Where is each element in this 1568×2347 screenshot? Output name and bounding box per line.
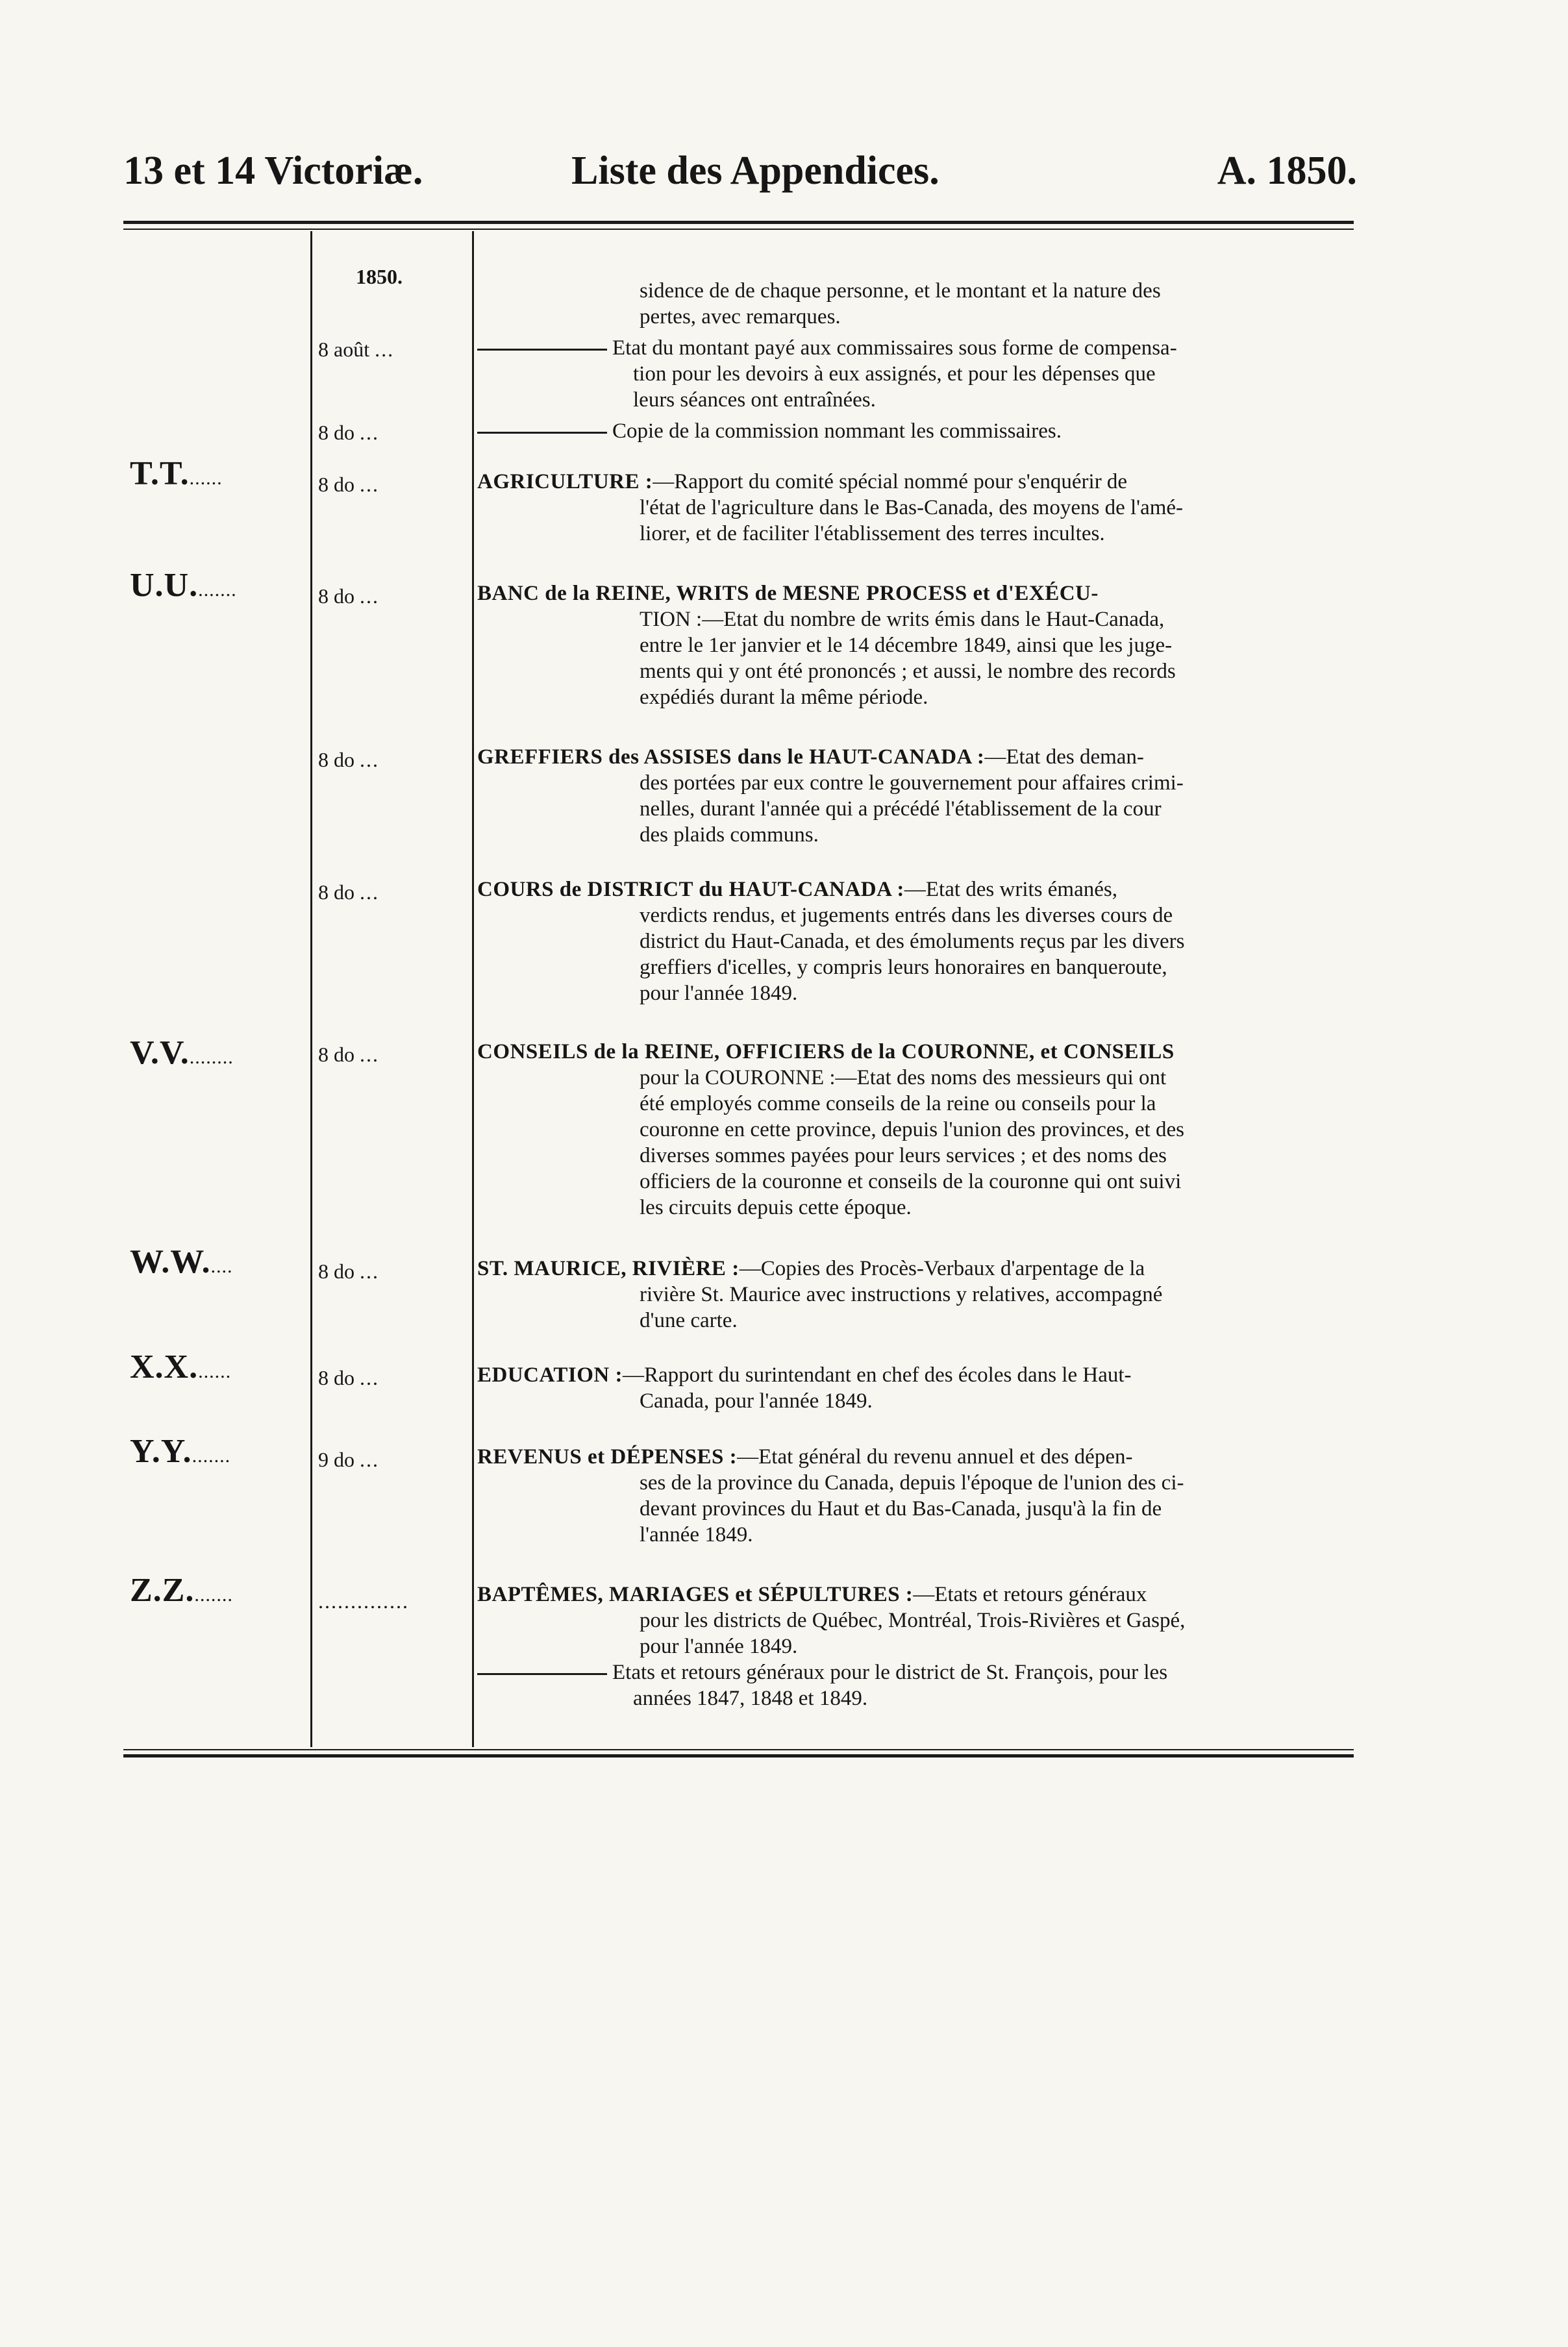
entry-line: pour l'année 1849. [640, 1635, 798, 1658]
entry-title: AGRICULTURE : [477, 470, 653, 493]
entry-title: BAPTÊMES, MARIAGES et SÉPULTURES : [477, 1583, 914, 1606]
entry-line: des portées par eux contre le gouvernement pour affaires crimi- [640, 771, 1184, 795]
entry-text [477, 1256, 1380, 1334]
column-divider-left [310, 231, 312, 1747]
entry-line: des plaids communs. [640, 823, 819, 847]
continuation-line: sidence de de chaque personne, et le montant et la nature des [640, 279, 1161, 303]
appendix-mark: Y.Y........ [130, 1433, 231, 1470]
entry-date: 8 do ... [318, 1043, 379, 1066]
dash-rule [477, 349, 607, 351]
entry-line: greffiers d'icelles, y compris leurs honoraires en banqueroute, [640, 956, 1167, 979]
appendix-mark: W.W..... [130, 1243, 233, 1280]
entry-text [477, 469, 1380, 547]
header-rule-thin [123, 229, 1354, 230]
entry-line: pour les districts de Québec, Montréal, Trois-Rivières et Gaspé, [640, 1609, 1186, 1632]
entry-date: 8 do ... [318, 421, 379, 444]
entry-date: 8 do ... [318, 584, 379, 608]
entry-line: l'année 1849. [640, 1523, 753, 1546]
entry-text [477, 876, 1380, 1006]
entry-line: d'une carte. [640, 1309, 738, 1332]
appendix-mark: Z.Z........ [130, 1572, 233, 1609]
entry-line: diverses sommes payées pour leurs services ; et des noms des [640, 1144, 1167, 1167]
entry-date: 9 do ... [318, 1448, 379, 1471]
entry-line: ses de la province du Canada, depuis l'époque de l'union des ci- [640, 1471, 1184, 1495]
entry-line: —Rapport du surintendant en chef des écoles dans le Haut- [622, 1363, 1132, 1387]
entry-date: 8 août ... [318, 338, 395, 361]
dash-rule [477, 432, 607, 434]
continuation-text [477, 278, 1380, 330]
entry-title: EDUCATION : [477, 1363, 623, 1387]
continuation-line: pertes, avec remarques. [640, 305, 841, 329]
entry-text [477, 580, 1380, 710]
entry-title: CONSEILS de la REINE, OFFICIERS de la COURONNE, et CONSEILS [477, 1040, 1175, 1063]
entry-date: 8 do ... [318, 880, 379, 904]
entry-text [477, 1362, 1380, 1414]
entry-title: GREFFIERS des ASSISES dans le HAUT-CANADA : [477, 745, 985, 769]
entry-title: BANC de la REINE, WRITS de MESNE PROCESS et d'EXÉCU- [477, 582, 1099, 605]
entry-line: Etat du montant payé aux commissaires sous forme de compensa- [612, 336, 1177, 360]
entry-date: 8 do ... [318, 473, 379, 496]
entry-line: —Etat général du revenu annuel et des dépen- [737, 1445, 1133, 1469]
entry-date-dots: .............. [318, 1589, 409, 1613]
entry-line: liorer, et de faciliter l'établissement des terres incultes. [640, 522, 1105, 545]
entry-line: leurs séances ont entraînées. [633, 388, 876, 412]
entry-line: Canada, pour l'année 1849. [640, 1389, 873, 1413]
entry-line: —Rapport du comité spécial nommé pour s'enquérir de [653, 470, 1128, 493]
entry-line: officiers de la couronne et conseils de la couronne qui ont suivi [640, 1170, 1182, 1193]
entry-text [477, 744, 1380, 848]
entry-line: tion pour les devoirs à eux assignés, et pour les dépenses que [633, 362, 1156, 386]
appendix-mark: T.T....... [130, 455, 223, 492]
entry-line: district du Haut-Canada, et des émoluments reçus par les divers [640, 930, 1185, 953]
header-title: Liste des Appendices. [571, 149, 940, 193]
entry-line: Copie de la commission nommant les commissaires. [612, 419, 1062, 443]
entry-line: l'état de l'agriculture dans le Bas-Canada, des moyens de l'amé- [640, 496, 1184, 519]
entry-line: années 1847, 1848 et 1849. [633, 1687, 868, 1710]
entry-line: TION :—Etat du nombre de writs émis dans le Haut-Canada, [640, 608, 1165, 631]
entry-line: pour la COURONNE :—Etat des noms des messieurs qui ont [640, 1066, 1167, 1089]
entry-line: expédiés durant la même période. [640, 686, 928, 709]
entry-line: été employés comme conseils de la reine ou conseils pour la [640, 1092, 1156, 1115]
entry-line: verdicts rendus, et jugements entrés dans les diverses cours de [640, 904, 1173, 927]
header-year: A. 1850. [1217, 149, 1357, 193]
header-session: 13 et 14 Victoriæ. [123, 149, 423, 193]
entry-text [477, 1444, 1380, 1548]
entry-text [477, 1582, 1380, 1711]
appendix-mark: V.V......... [130, 1034, 234, 1071]
entry-line: les circuits depuis cette époque. [640, 1196, 912, 1219]
appendix-mark: U.U........ [130, 567, 237, 604]
year-heading: 1850. [356, 265, 403, 288]
entry-line: Etats et retours généraux pour le district de St. François, pour les [612, 1661, 1168, 1684]
entry-title: REVENUS et DÉPENSES : [477, 1445, 738, 1469]
entry-text [477, 418, 1380, 444]
entry-line: —Etat des writs émanés, [904, 878, 1117, 901]
page-header [123, 148, 1357, 206]
entry-line: nelles, durant l'année qui a précédé l'établissement de la cour [640, 797, 1162, 821]
entry-text [477, 1039, 1380, 1221]
entry-title: COURS de DISTRICT du HAUT-CANADA : [477, 878, 904, 901]
dash-rule [477, 1673, 607, 1675]
entry-line: —Etat des deman- [984, 745, 1144, 769]
entry-line: rivière St. Maurice avec instructions y relatives, accompagné [640, 1283, 1163, 1306]
entry-line: ments qui y ont été prononcés ; et aussi, le nombre des records [640, 660, 1176, 683]
column-divider-right [472, 231, 474, 1747]
entry-date: 8 do ... [318, 748, 379, 771]
entry-line: entre le 1er janvier et le 14 décembre 1849, ainsi que les juge- [640, 634, 1173, 657]
entry-title: ST. MAURICE, RIVIÈRE : [477, 1257, 740, 1280]
footer-rule-thin [123, 1749, 1354, 1750]
entry-line: devant provinces du Haut et du Bas-Canada, jusqu'à la fin de [640, 1497, 1162, 1521]
header-rule-thick [123, 221, 1354, 224]
footer-rule-thick [123, 1754, 1354, 1757]
entry-line: couronne en cette province, depuis l'union des provinces, et des [640, 1118, 1184, 1141]
entry-line: pour l'année 1849. [640, 982, 798, 1005]
entry-text [477, 335, 1380, 413]
entry-line: —Etats et retours généraux [913, 1583, 1147, 1606]
entry-date: 8 do ... [318, 1366, 379, 1389]
entry-line: —Copies des Procès-Verbaux d'arpentage de la [739, 1257, 1145, 1280]
appendix-mark: X.X....... [130, 1348, 232, 1385]
entry-date: 8 do ... [318, 1260, 379, 1283]
